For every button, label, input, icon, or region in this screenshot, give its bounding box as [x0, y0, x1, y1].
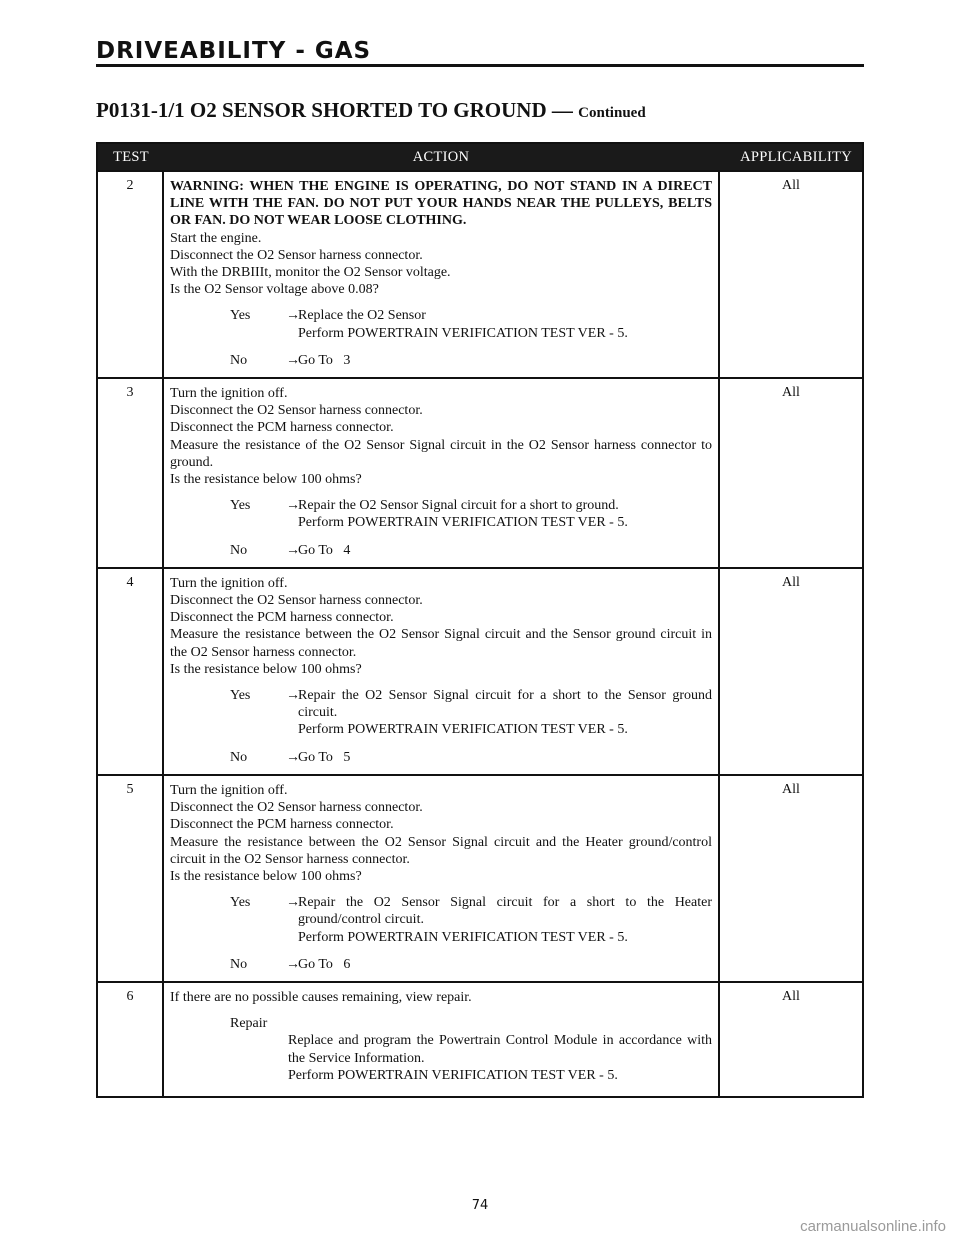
yes-text-line: Replace the O2 Sensor — [298, 308, 426, 324]
arrow-icon: → — [286, 688, 300, 704]
step-line: Disconnect the O2 Sensor harness connector. — [170, 247, 423, 263]
step-line: Disconnect the PCM harness connector. — [170, 817, 394, 833]
table-row — [98, 170, 862, 377]
page-title-text: P0131-1/1 O2 SENSOR SHORTED TO GROUND — — [96, 98, 573, 122]
test-number: 2 — [98, 172, 164, 377]
yes-text — [296, 307, 712, 341]
yes-text-line: Perform POWERTRAIN VERIFICATION TEST VER - 5. — [298, 929, 628, 945]
step-line: With the DRBIIIt, monitor the O2 Sensor voltage. — [170, 265, 451, 281]
applicability-cell: All — [782, 781, 800, 797]
applicability-cell: All — [782, 385, 800, 401]
yes-text-line: Perform POWERTRAIN VERIFICATION TEST VER - 5. — [298, 325, 628, 341]
section-rule — [96, 64, 864, 67]
action-cell — [164, 983, 720, 1096]
section-header — [96, 38, 864, 67]
no-text: Go To 4 — [298, 542, 351, 558]
table-header — [98, 144, 862, 170]
step-line: Measure the resistance between the O2 Sensor Signal circuit and the Heater ground/control circuit in the O2 Sensor harness connector. — [170, 834, 712, 867]
page-number: 74 — [471, 1198, 489, 1213]
no-text: Go To 3 — [298, 352, 351, 368]
no-label: No — [230, 542, 248, 558]
step-line: If there are no possible causes remaining, view repair. — [170, 989, 472, 1005]
applicability-cell: All — [782, 574, 800, 590]
header-action: ACTION — [412, 148, 470, 165]
step-line: Turn the ignition off. — [170, 782, 288, 798]
step-line: Disconnect the O2 Sensor harness connector. — [170, 403, 423, 419]
yes-text — [296, 497, 712, 531]
test-number: 6 — [98, 983, 164, 1096]
step-line: Disconnect the O2 Sensor harness connector. — [170, 593, 423, 609]
step-line: Is the resistance below 100 ohms? — [170, 472, 362, 488]
no-branch — [170, 542, 712, 559]
no-branch — [170, 956, 712, 973]
arrow-icon: → — [286, 895, 300, 911]
step-line: Disconnect the O2 Sensor harness connector. — [170, 800, 423, 816]
test-number: 3 — [98, 379, 164, 567]
procedure-table — [96, 142, 864, 1098]
arrow-icon: → — [286, 308, 300, 324]
page-title-continued: Continued — [578, 105, 646, 121]
table-row — [98, 377, 862, 567]
section-title: DRIVEABILITY - GAS — [96, 38, 372, 64]
yes-text-line: Repair the O2 Sensor Signal circuit for a short to the Heater ground/control circuit. — [298, 895, 712, 928]
yes-branch — [170, 497, 712, 531]
repair-text-line: Replace and program the Powertrain Control Module in accordance with the Service Information. — [288, 1033, 712, 1066]
yes-text-line: Repair the O2 Sensor Signal circuit for a short to ground. — [298, 498, 619, 514]
action-cell — [164, 172, 720, 377]
yes-label: Yes — [230, 688, 251, 704]
arrow-icon: → — [286, 956, 300, 972]
yes-branch — [170, 307, 712, 341]
yes-branch — [170, 687, 712, 739]
yes-text-line: Repair the O2 Sensor Signal circuit for a short to the Sensor ground circuit. — [298, 688, 712, 721]
action-cell — [164, 776, 720, 981]
watermark: carmanualsonline.info — [800, 1218, 946, 1235]
table-row — [98, 567, 862, 774]
arrow-icon: → — [286, 749, 300, 765]
no-text: Go To 6 — [298, 956, 351, 972]
yes-branch — [170, 894, 712, 946]
step-line: Turn the ignition off. — [170, 575, 288, 591]
no-branch — [170, 749, 712, 766]
applicability-cell: All — [782, 988, 800, 1004]
test-number: 4 — [98, 569, 164, 774]
step-line: Disconnect the PCM harness connector. — [170, 420, 394, 436]
test-number: 5 — [98, 776, 164, 981]
repair-text — [170, 1032, 712, 1084]
yes-text-line: Perform POWERTRAIN VERIFICATION TEST VER - 5. — [298, 515, 628, 531]
yes-label: Yes — [230, 895, 251, 911]
step-line: Measure the resistance of the O2 Sensor Signal circuit in the O2 Sensor harness connector to ground. — [170, 437, 712, 470]
yes-text-line: Perform POWERTRAIN VERIFICATION TEST VER - 5. — [298, 722, 628, 738]
yes-text — [296, 687, 712, 739]
page-title — [96, 98, 646, 125]
header-applicability: APPLICABILITY — [740, 148, 852, 165]
arrow-icon: → — [286, 352, 300, 368]
step-line: Is the resistance below 100 ohms? — [170, 868, 362, 884]
arrow-icon: → — [286, 542, 300, 558]
step-line: Disconnect the PCM harness connector. — [170, 610, 394, 626]
yes-text — [296, 894, 712, 946]
action-cell — [164, 569, 720, 774]
repair-label: Repair — [230, 1016, 268, 1032]
yes-label: Yes — [230, 498, 251, 514]
step-line: Measure the resistance between the O2 Sensor Signal circuit and the Sensor ground circuit in the O2 Sensor harness connector. — [170, 627, 712, 660]
step-line: Turn the ignition off. — [170, 386, 288, 402]
yes-label: Yes — [230, 308, 251, 324]
no-text: Go To 5 — [298, 749, 351, 765]
no-branch — [170, 352, 712, 369]
no-label: No — [230, 352, 248, 368]
step-line: Is the resistance below 100 ohms? — [170, 661, 362, 677]
arrow-icon: → — [286, 498, 300, 514]
table-row — [98, 774, 862, 981]
step-line: Is the O2 Sensor voltage above 0.08? — [170, 282, 379, 298]
header-test: TEST — [113, 148, 149, 165]
repair-text-line: Perform POWERTRAIN VERIFICATION TEST VER - 5. — [288, 1067, 618, 1083]
step-line: Start the engine. — [170, 230, 262, 246]
no-label: No — [230, 956, 248, 972]
no-label: No — [230, 749, 248, 765]
applicability-cell: All — [782, 178, 800, 193]
warning-text: WARNING: WHEN THE ENGINE IS OPERATING, DO NOT STAND IN A DIRECT LINE WITH THE FAN. DO NOT PUT YOUR HANDS NEAR THE PULLEYS, BELTS OR FAN. DO NOT WEAR LOOSE CLOTHING. — [170, 179, 712, 229]
action-cell — [164, 379, 720, 567]
table-row — [98, 981, 862, 1096]
